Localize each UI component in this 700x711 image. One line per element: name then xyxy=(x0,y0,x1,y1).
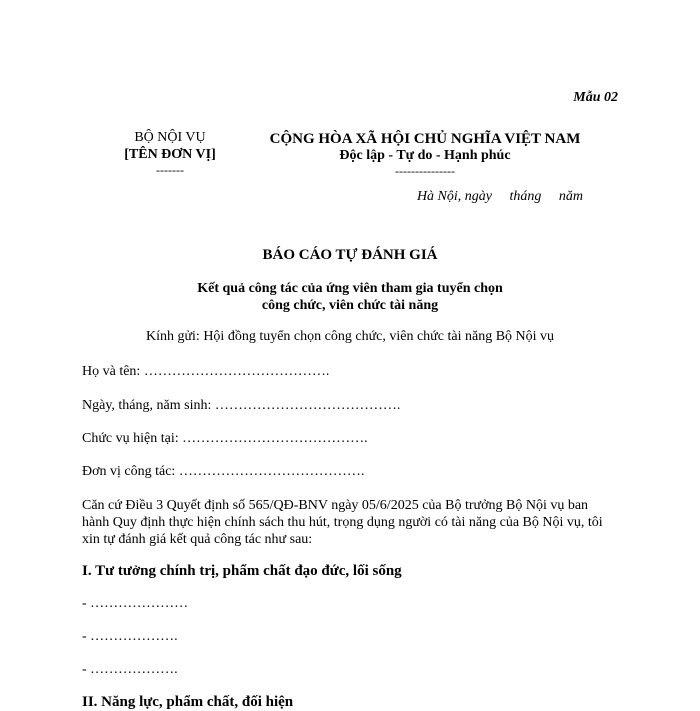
section-1-heading: I. Tư tưởng chính trị, phẩm chất đạo đức, lối sống xyxy=(82,563,402,579)
country-name: CỘNG HÒA XÃ HỘI CHỦ NGHĨA VIỆT NAM xyxy=(269,131,581,147)
ministry-name: BỘ NỘI VỤ xyxy=(134,130,206,145)
field-date-of-birth: Ngày, tháng, năm sinh: …………………………………. xyxy=(82,398,401,413)
field-full-name: Họ và tên: …………………………………. xyxy=(82,364,330,379)
form-number: Mẫu 02 xyxy=(573,90,618,105)
national-motto: Độc lập - Tự do - Hạnh phúc xyxy=(339,148,511,163)
recipient-line: Kính gửi: Hội đồng tuyển chọn công chức, viên chức tài năng Bộ Nội vụ xyxy=(145,329,555,344)
unit-name: [TÊN ĐƠN VỊ] xyxy=(124,146,216,162)
place-date: Hà Nội, ngày tháng năm xyxy=(416,189,583,204)
section-1-bullet: - ………………. xyxy=(82,629,178,644)
left-divider: ------- xyxy=(156,162,184,177)
right-divider: --------------- xyxy=(395,163,455,178)
field-work-unit: Đơn vị công tác: …………………………………. xyxy=(82,464,365,479)
intro-paragraph: Căn cứ Điều 3 Quyết định số 565/QĐ-BNV ngày 05/6/2025 của Bộ trưởng Bộ Nội vụ ban hành Quy định thực hiện chính sách thu hút, trọng dụng người có tài năng của Bộ Nội vụ, tôi xin tự đánh giá kết quả công tác như sau: xyxy=(82,498,603,547)
left-header xyxy=(105,130,235,176)
report-subtitle xyxy=(0,280,700,314)
section-1-bullet: - ………………. xyxy=(82,662,178,677)
section-1-bullet: - ………………… xyxy=(82,596,189,611)
subtitle-line-2: công chức, viên chức tài năng xyxy=(261,298,439,313)
field-current-position: Chức vụ hiện tại: …………………………………. xyxy=(82,431,368,446)
subtitle-line-1: Kết quả công tác của ứng viên tham gia tuyển chọn xyxy=(197,281,503,296)
section-2-heading: II. Năng lực, phẩm chất, đối hiện xyxy=(82,694,294,710)
right-header xyxy=(260,130,590,177)
report-title: BÁO CÁO TỰ ĐÁNH GIÁ xyxy=(262,247,438,263)
